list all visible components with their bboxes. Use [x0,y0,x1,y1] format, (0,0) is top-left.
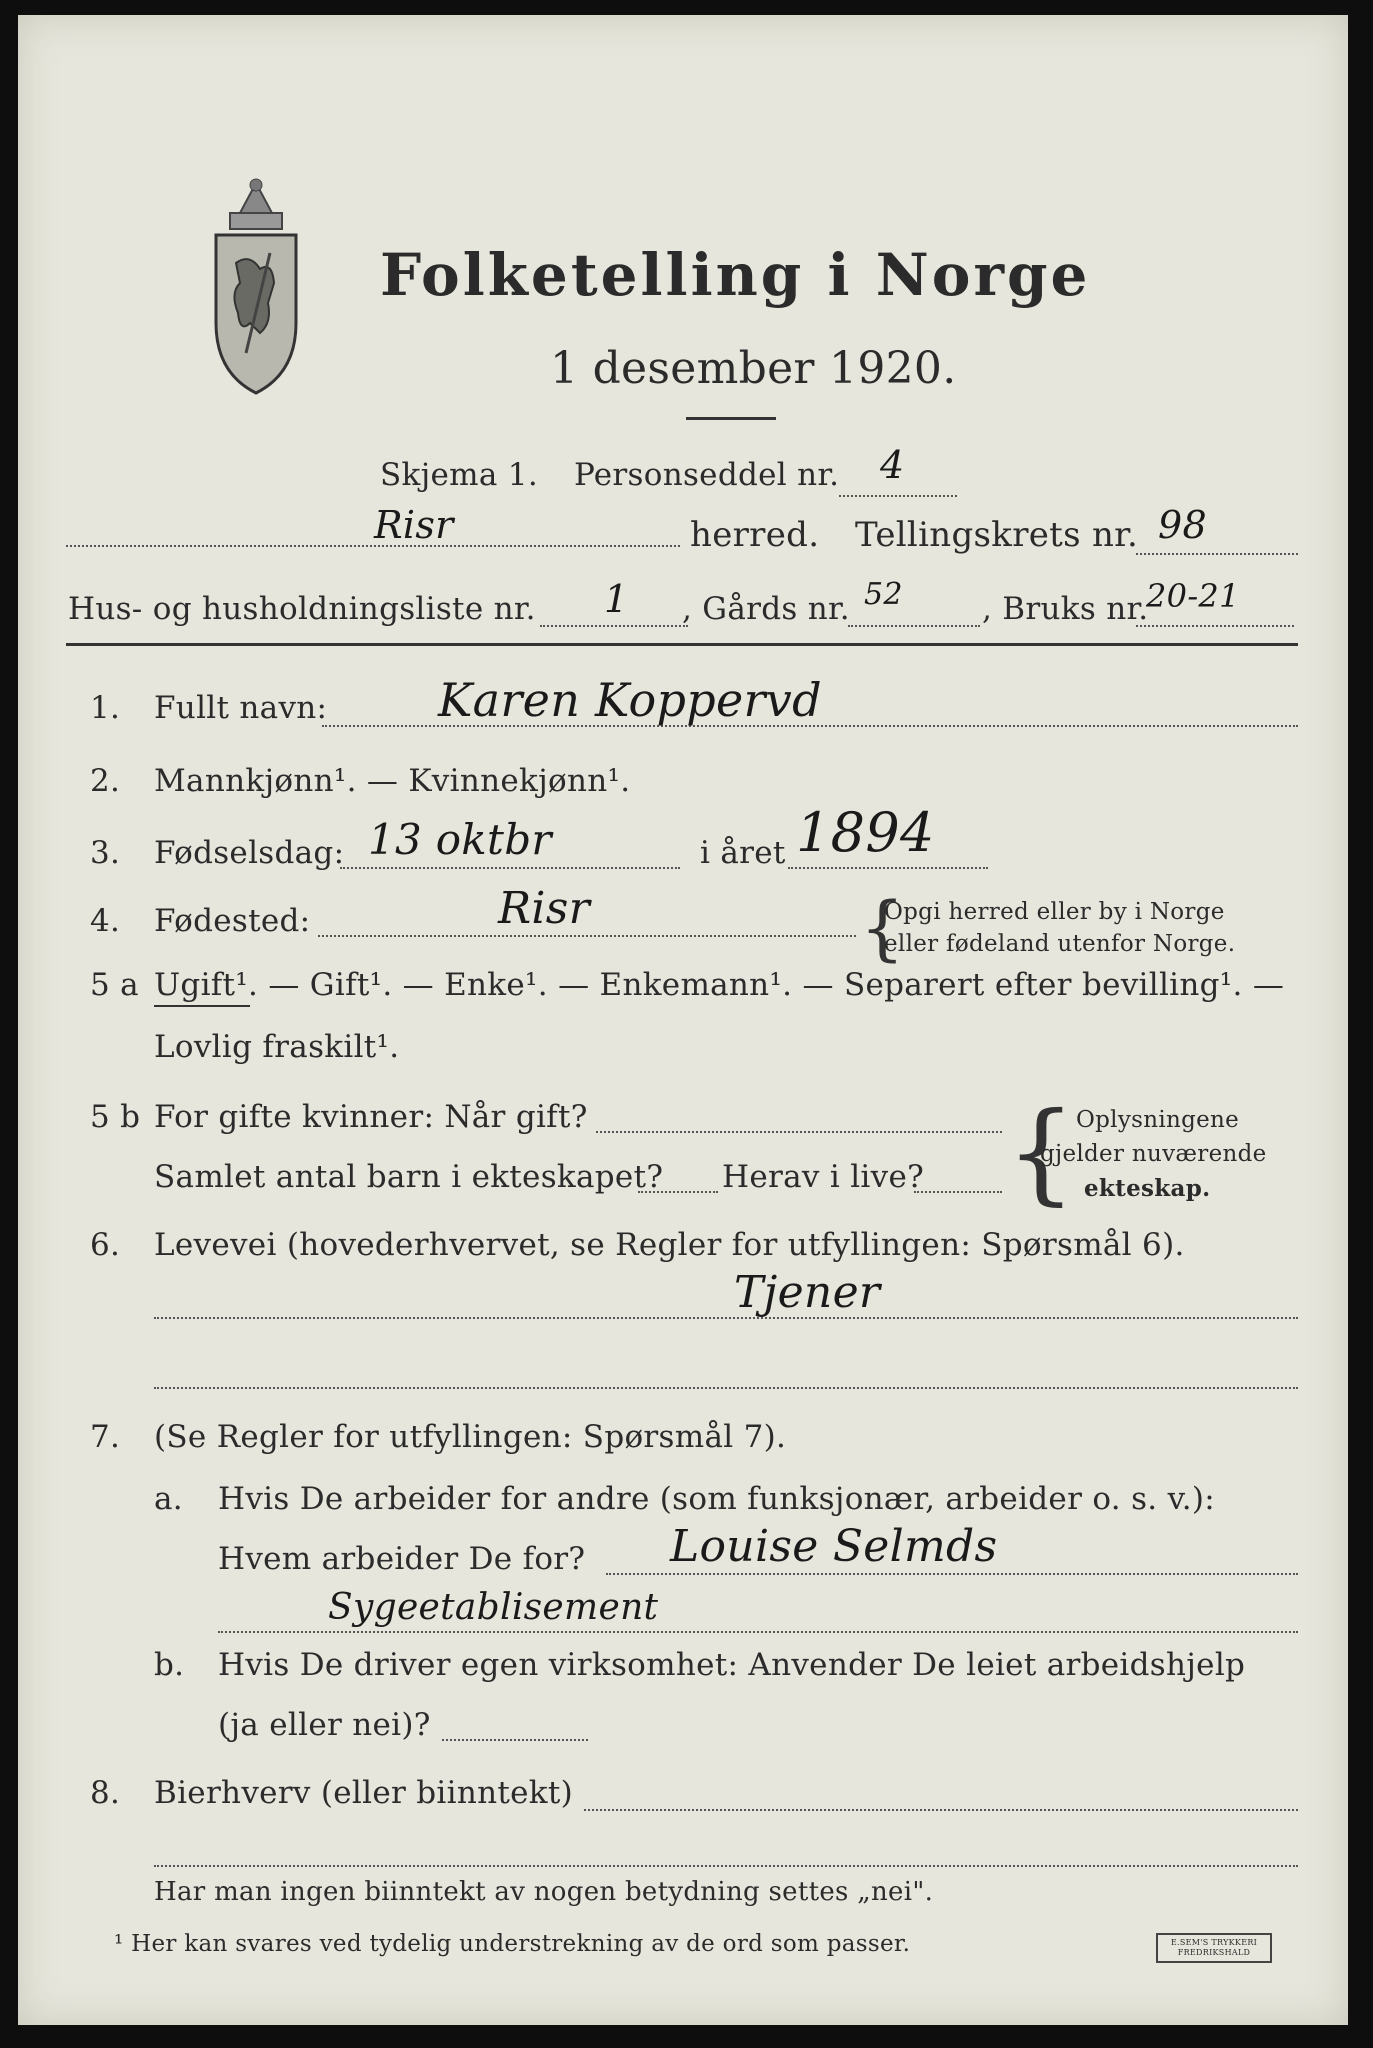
q7b-letter: b. [154,1647,185,1683]
personseddel-line [839,495,957,497]
q4-note-line1: Opgi herred eller by i Norge [884,899,1225,925]
q6-value: Tjener [734,1267,881,1318]
census-form [18,15,1348,2025]
q5b-alive-line [914,1191,1002,1193]
bruks-value: 20-21 [1146,577,1240,615]
hus-value: 1 [604,577,629,621]
q6-number: 6. [90,1227,121,1263]
ugift-underline [154,1005,250,1007]
personseddel-label: Personseddel nr. [574,457,840,493]
q5b-children-line [638,1191,718,1193]
q5a-line2: Lovlig fraskilt¹. [154,1029,400,1065]
q3-line [340,867,680,869]
herred-line [66,545,680,547]
q5b-married-line [596,1131,1002,1133]
q4-note-line2: eller fødeland utenfor Norge. [884,931,1236,957]
q6-label: Levevei (hovederhvervet, se Regler for utfyllingen: Spørsmål 6). [154,1227,1185,1263]
q6-line2 [154,1387,1298,1389]
q7a-letter: a. [154,1481,183,1517]
q4-value: Risr [498,883,591,934]
footnote: ¹ Her kan svares ved tydelig understrekning av de ord som passer. [114,1931,911,1957]
q5a-number: 5 a [90,967,139,1003]
q5b-number: 5 b [90,1099,141,1135]
q5b-note3: ekteskap. [1084,1175,1211,1202]
q5b-line2b: Herav i live? [722,1159,925,1195]
q4-label: Fødested: [154,903,311,939]
q8-note: Har man ingen biinntekt av nogen betydning settes „nei". [154,1877,934,1907]
form-title: Folketelling i Norge [380,241,1091,309]
tellingskrets-value: 98 [1158,503,1207,547]
q4-line [318,935,856,937]
q7b-line [442,1739,588,1741]
q4-number: 4. [90,903,121,939]
q4-brace: { [860,887,905,969]
bruks-line [1136,625,1294,627]
q3-value: 13 oktbr [368,815,552,864]
header-rule [66,643,1298,646]
gaards-label: , Gårds nr. [682,591,850,627]
q3-number: 3. [90,835,121,871]
title-divider [686,417,776,420]
q8-number: 8. [90,1775,121,1811]
printer-stamp: E.SEM'S TRYKKERI FREDRIKSHALD [1156,1933,1272,1963]
q7b-line1: Hvis De driver egen virksomhet: Anvender De leiet arbeidshjelp [218,1647,1246,1683]
skjema-label: Skjema 1. [380,457,538,493]
tellingskrets-label: Tellingskrets nr. [855,515,1139,555]
q8-line1 [584,1809,1298,1811]
gaards-value: 52 [864,577,903,612]
q7-number: 7. [90,1419,121,1455]
q2-label: Mannkjønn¹. — Kvinnekjønn¹. [154,763,631,799]
q7-label: (Se Regler for utfyllingen: Spørsmål 7). [154,1419,787,1455]
hus-label: Hus- og husholdningsliste nr. [68,591,536,627]
hus-line [540,625,688,627]
q7b-line2: (ja eller nei)? [218,1707,431,1743]
q5b-brace: { [1006,1088,1076,1216]
census-date: 1 desember 1920. [550,343,957,394]
q3-year-label: i året [700,835,786,871]
q5b-note1: Oplysningene [1076,1107,1240,1133]
herred-label: herred. [690,515,820,555]
q7a-line1: Hvis De arbeider for andre (som funksjonær, arbeider o. s. v.): [218,1481,1216,1517]
q5b-line2a: Samlet antal barn i ekteskapet? [154,1159,664,1195]
q1-value: Karen Koppervd [438,673,822,727]
q5a-line1: Ugift¹. — Gift¹. — Enke¹. — Enkemann¹. — Separert efter bevilling¹. — [154,967,1285,1003]
herred-value: Risr [374,503,454,547]
q3-year-value: 1894 [796,801,935,864]
coat-of-arms-icon [210,173,302,395]
q5b-note2: gjelder nuværende [1040,1141,1267,1167]
q8-line2 [154,1865,1298,1867]
q1-label: Fullt navn: [154,690,328,726]
q7a-line [606,1573,1298,1575]
q1-number: 1. [90,690,121,726]
q7a-value1: Louise Selmds [670,1521,998,1572]
tellingskrets-line [1136,553,1298,555]
q6-line1 [154,1317,1298,1319]
gaards-line [848,625,980,627]
q2-number: 2. [90,763,121,799]
q7a-line-extra [218,1631,1298,1633]
q7a-value2: Sygeetablisement [328,1587,659,1628]
bruks-label: , Bruks nr. [982,591,1149,627]
q5b-line1: For gifte kvinner: Når gift? [154,1099,588,1135]
q3-year-line [788,867,988,869]
q8-label: Bierhverv (eller biinntekt) [154,1775,574,1811]
q3-label: Fødselsdag: [154,835,345,871]
q7a-line2: Hvem arbeider De for? [218,1541,586,1577]
personseddel-value: 4 [880,443,905,487]
